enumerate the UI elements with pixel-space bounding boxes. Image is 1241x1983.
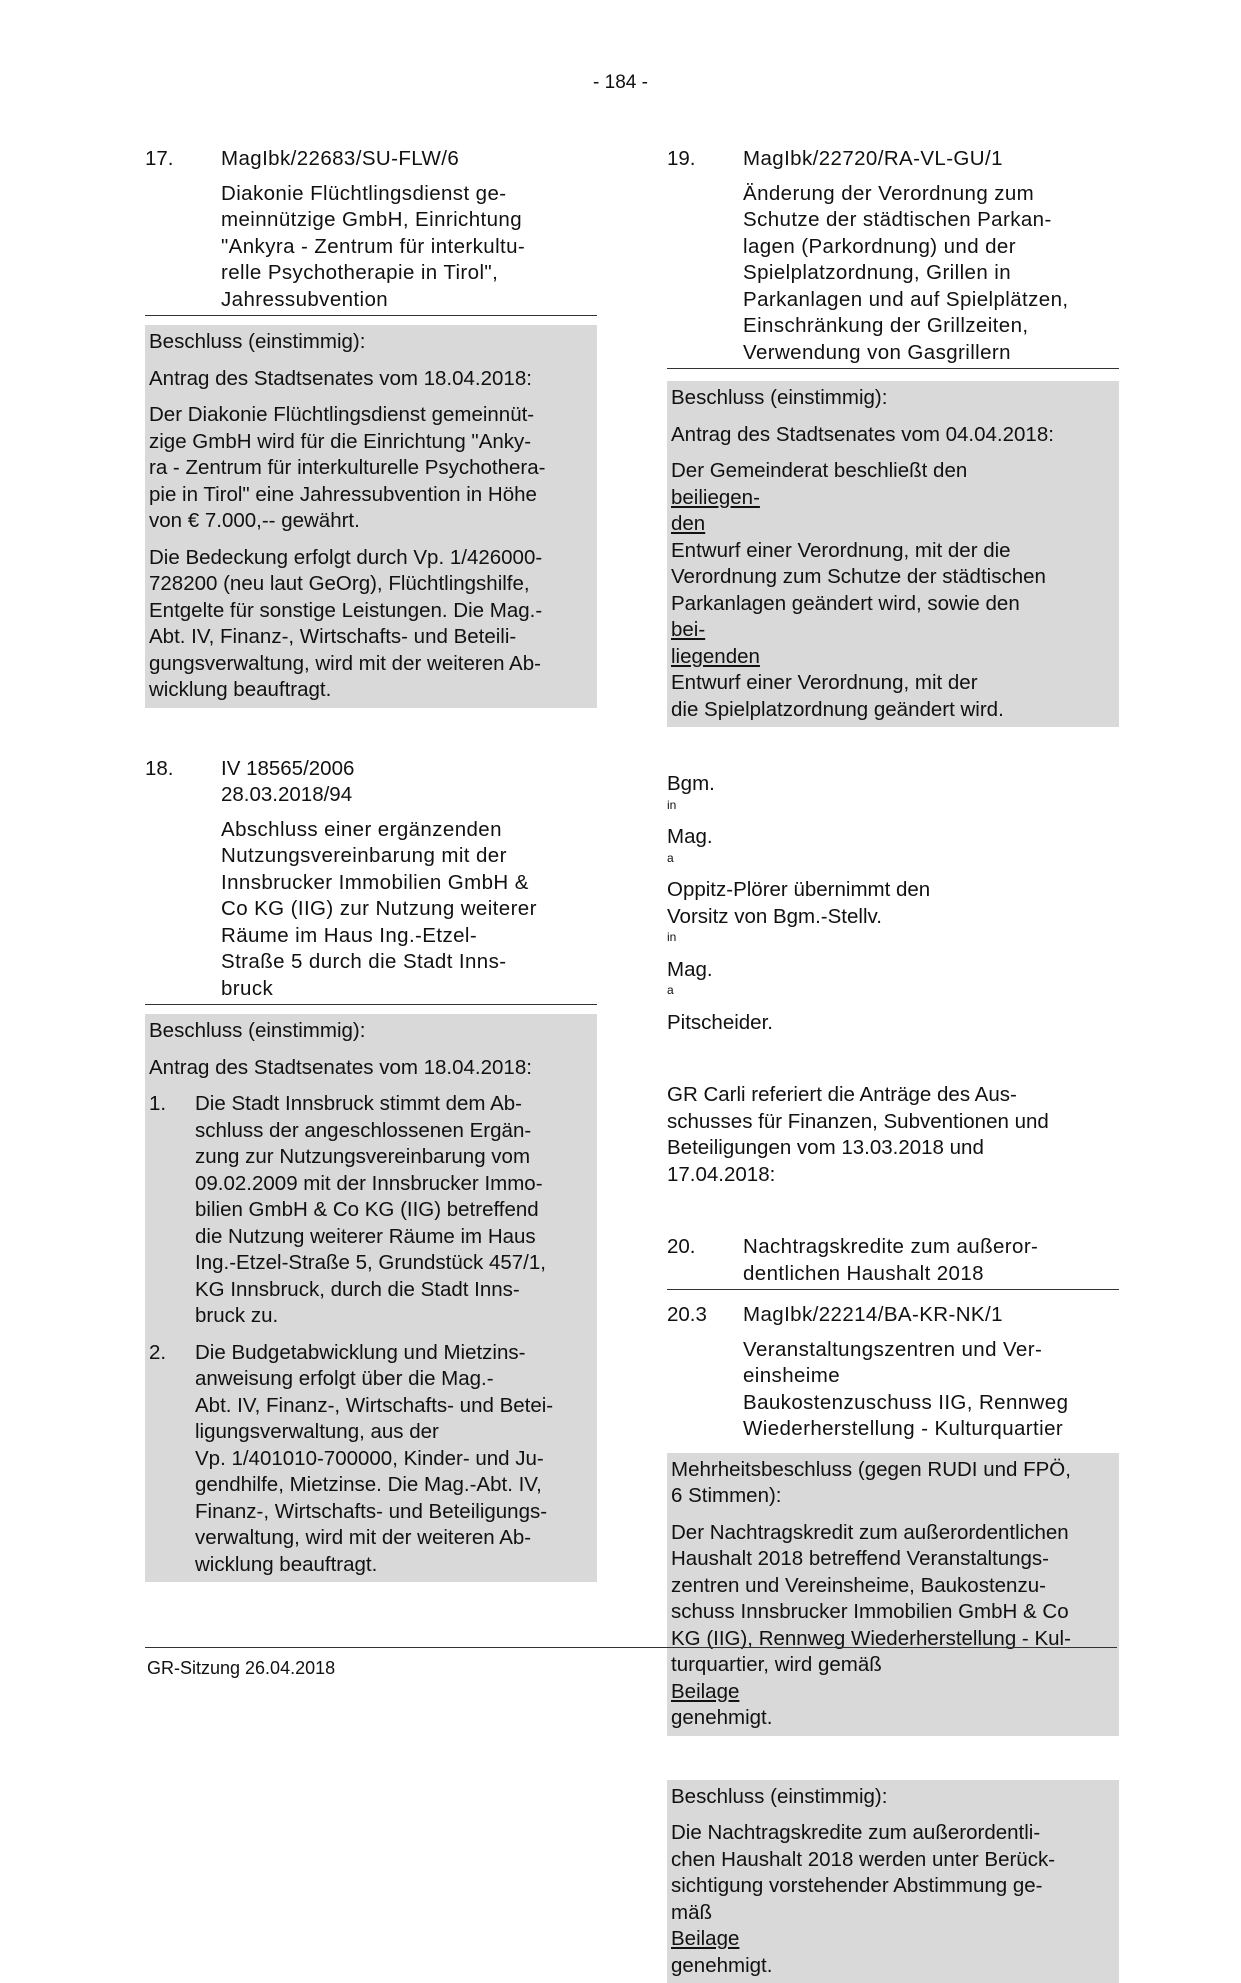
item-17 [145, 146, 597, 708]
item-19-title: Änderung der Verordnung zum Schutze der städtischen Parkan- lagen (Parkordnung) und der Spielplatzordnung, Grillen in Parkanlagen und auf Spielplätzen, Einschränkung der Grillzeiten, Verwendung von Gasgrillern [667, 181, 1119, 367]
left-column [145, 146, 597, 1582]
item-20-title: Nachtragskredite zum außeror- dentlichen Haushalt 2018 [743, 1234, 1119, 1287]
item-19-header [667, 146, 1119, 369]
decision-label: Beschluss (einstimmig): [671, 385, 1115, 412]
decision-label: Mehrheitsbeschluss (gegen RUDI und FPÖ, 6 Stimmen): [671, 1457, 1115, 1510]
item-18-number: 18. [145, 756, 221, 809]
item-17-code: MagIbk/22683/SU-FLW/6 [221, 146, 597, 173]
item-19-code: MagIbk/22720/RA-VL-GU/1 [743, 146, 1119, 173]
item-18-code: IV 18565/2006 28.03.2018/94 [221, 756, 597, 809]
chair-change-note: Bgm. $^{in}$ Mag. $^a$ Oppitz-Plörer übernimmt den Vorsitz von Bgm.-Stellv. $^{in}$ Mag. $^a$ Pitscheider. [667, 771, 1119, 1036]
item-18-title: Abschluss einer ergänzenden Nutzungsvereinbarung mit der Innsbrucker Immobilien GmbH & Co KG (IIG) zur Nutzung weiterer Räume im Haus Ing.-Etzel- Straße 5 durch die Stadt Inns- bruck [145, 817, 597, 1003]
decision-label: Beschluss (einstimmig): [671, 1784, 1115, 1811]
item-20-3 [667, 1302, 1119, 1736]
motion-label: Antrag des Stadtsenates vom 18.04.2018: [149, 1055, 593, 1082]
item-17-decision-box [145, 325, 597, 708]
item-17-header [145, 146, 597, 316]
coverage-text: Die Bedeckung erfolgt durch Vp. 1/426000- 728200 (neu laut GeOrg), Flüchtlingshilfe, Entgelte für sonstige Leistungen. Die Mag.- Abt. IV, Finanz-, Wirtschafts- und Beteili- gungsverwaltung, wird mit der weiteren Ab- wicklung beauftragt. [149, 545, 593, 704]
decision-text: Der Diakonie Flüchtlingsdienst gemeinnüt- zige GmbH wird für die Einrichtung "Anky- ra - Zentrum für interkulturelle Psychothera- pie in Tirol" eine Jahressubvention in Höhe von € 7.000,-- gewährt. [149, 402, 593, 535]
motion-label: Antrag des Stadtsenates vom 04.04.2018: [671, 422, 1115, 449]
decision-text: Der Gemeinderat beschließt den beiliegen- den Entwurf einer Verordnung, mit der die Verordnung zum Schutze der städtischen Parkanlagen geändert wird, sowie den bei- liegenden Entwurf einer Verordnung, mit der die Spielplatzordnung geändert wird. [671, 458, 1115, 723]
item-20-number: 20. [667, 1234, 743, 1287]
right-column [667, 146, 1119, 1983]
item-20-3-title: Veranstaltungszentren und Ver- einsheime Baukostenzuschuss IIG, Rennweg Wiederherstellung - Kulturquartier [667, 1337, 1119, 1443]
item-18-header [145, 756, 597, 1006]
motion-label: Antrag des Stadtsenates vom 18.04.2018: [149, 366, 593, 393]
item-20-3-decision-box [667, 1453, 1119, 1736]
item-20-header [667, 1234, 1119, 1290]
item-20-3-code: MagIbk/22214/BA-KR-NK/1 [743, 1302, 1119, 1329]
item-19-decision-box [667, 381, 1119, 727]
report-note: GR Carli referiert die Anträge des Aus- schusses für Finanzen, Subventionen und Beteiligungen vom 13.03.2018 und 17.04.2018: [667, 1082, 1119, 1188]
item-19 [667, 146, 1119, 727]
item-18 [145, 756, 597, 1583]
final-decision-box [667, 1780, 1119, 1983]
footer-text: GR-Sitzung 26.04.2018 [147, 1655, 335, 1682]
decision-label: Beschluss (einstimmig): [149, 1018, 593, 1045]
item-20-3-number: 20.3 [667, 1302, 743, 1329]
list-item: 1. Die Stadt Innsbruck stimmt dem Ab- schluss der angeschlossenen Ergän- zung zur Nutzungsvereinbarung vom 09.02.2009 mit der Innsbrucker Immo- bilien GmbH & Co KG (IIG) betreffend die Nutzung weiterer Räume im Haus Ing.-Etzel-Straße 5, Grundstück 457/1, KG Innsbruck, durch die Stadt Inns- bruck zu. [149, 1091, 593, 1330]
list-item: 2. Die Budgetabwicklung und Mietzins- anweisung erfolgt über die Mag.- Abt. IV, Finanz-, Wirtschafts- und Betei- ligungsverwaltung, aus der Vp. 1/401010-700000, Kinder- und Ju- gendhilfe, Mietzinse. Die Mag.-Abt. IV, Finanz-, Wirtschafts- und Beteiligungs- verwaltung, wird mit der weiteren Ab- wicklung beauftragt. [149, 1340, 593, 1579]
item-17-title: Diakonie Flüchtlingsdienst ge- meinnützige GmbH, Einrichtung "Ankyra - Zentrum für interkultu- relle Psychotherapie in Tirol", Jahressubvention [145, 181, 597, 314]
page-number: - 184 - [0, 70, 1241, 97]
item-19-number: 19. [667, 146, 743, 173]
decision-text: Die Nachtragskredite zum außerordentli- chen Haushalt 2018 werden unter Berück- sichtigung vorstehender Abstimmung ge- mäß Beilage genehmigt. [671, 1820, 1115, 1979]
decision-label: Beschluss (einstimmig): [149, 329, 593, 356]
item-17-number: 17. [145, 146, 221, 173]
decision-text: Der Nachtragskredit zum außerordentlichen Haushalt 2018 betreffend Veranstaltungs- zentren und Vereinsheime, Baukostenzu- schuss Innsbrucker Immobilien GmbH & Co KG (IIG), Rennweg Wiederherstellung - Kul- turquartier, wird gemäß Beilage genehmigt. [671, 1520, 1115, 1732]
item-18-decision-box [145, 1014, 597, 1582]
footer-divider [145, 1647, 1117, 1648]
